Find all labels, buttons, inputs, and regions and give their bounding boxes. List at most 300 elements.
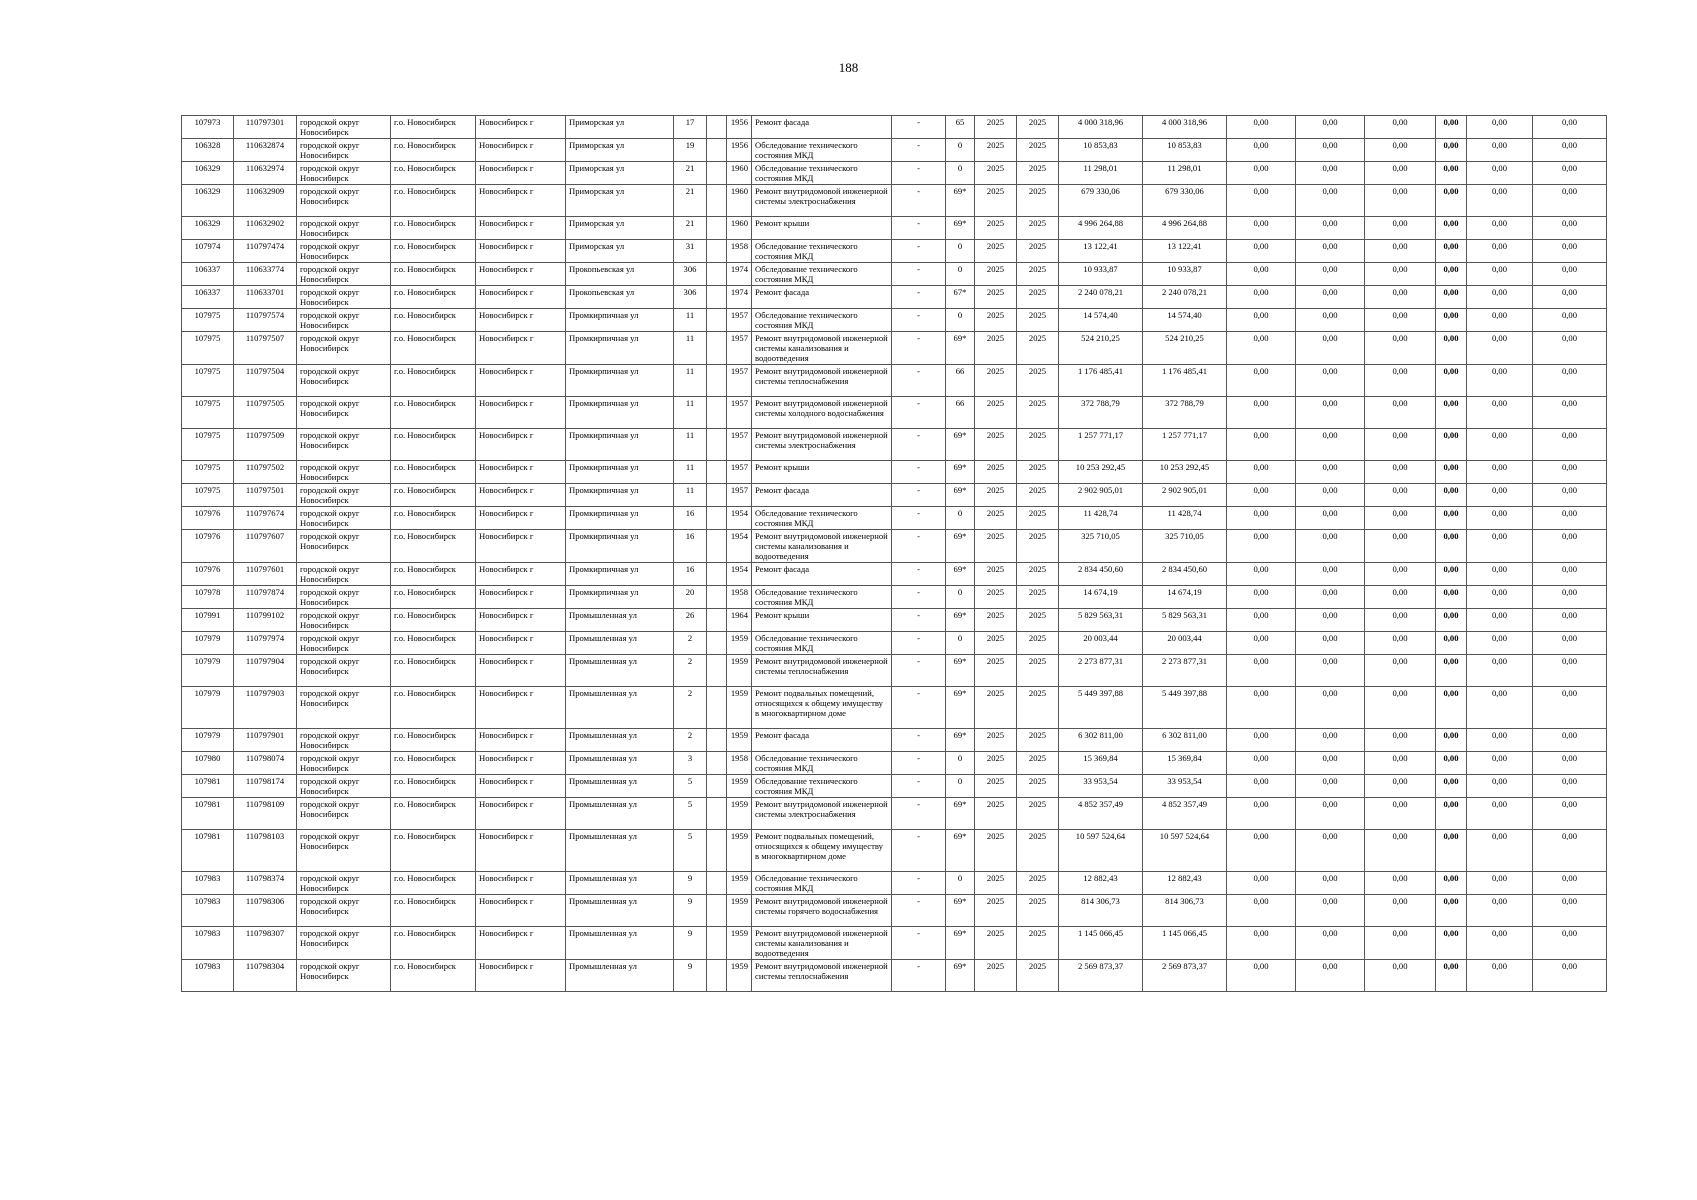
cell-z-0: 0,00 [1227, 139, 1296, 162]
cell-z-3: 0,00 [1436, 461, 1467, 484]
cell-z-5: 0,00 [1533, 872, 1607, 895]
cell-year: 1959 [727, 830, 752, 872]
cell-z-0: 0,00 [1227, 775, 1296, 798]
cell-z-4: 0,00 [1467, 752, 1533, 775]
cell-house: 11 [674, 484, 707, 507]
cell-z-5: 0,00 [1533, 365, 1607, 397]
cell-id: 107975 [182, 484, 234, 507]
cell-empty [707, 752, 727, 775]
cell-cost: 1 145 066,45 [1059, 927, 1143, 960]
cell-z-1: 0,00 [1296, 240, 1365, 263]
cell-z-5: 0,00 [1533, 116, 1607, 139]
cell-year: 1957 [727, 429, 752, 461]
cell-house: 16 [674, 563, 707, 586]
cell-norm: 66 [946, 397, 975, 429]
table-row [182, 116, 1607, 139]
cell-z-0: 0,00 [1227, 116, 1296, 139]
cell-code: 110798074 [234, 752, 297, 775]
cell-norm: 69* [946, 960, 975, 992]
cell-y2: 2025 [1017, 116, 1059, 139]
cell-house: 11 [674, 309, 707, 332]
cell-id: 107981 [182, 775, 234, 798]
cell-z-4: 0,00 [1467, 484, 1533, 507]
cell-z-2: 0,00 [1365, 263, 1436, 286]
cell-id: 106329 [182, 185, 234, 217]
cell-street: Приморская ул [566, 139, 674, 162]
cell-code: 110797474 [234, 240, 297, 263]
cell-code: 110798103 [234, 830, 297, 872]
cell-total: 372 788,79 [1143, 397, 1227, 429]
cell-z-3: 0,00 [1436, 609, 1467, 632]
cell-okrug: городской округ Новосибирск [297, 116, 391, 139]
cell-y1: 2025 [975, 116, 1017, 139]
cell-z-2: 0,00 [1365, 752, 1436, 775]
cell-z-0: 0,00 [1227, 397, 1296, 429]
cell-id: 107973 [182, 116, 234, 139]
cell-go: г.о. Новосибирск [391, 139, 476, 162]
cell-z-3: 0,00 [1436, 365, 1467, 397]
cell-house: 9 [674, 895, 707, 927]
cell-z-0: 0,00 [1227, 927, 1296, 960]
cell-z-3: 0,00 [1436, 263, 1467, 286]
cell-y1: 2025 [975, 263, 1017, 286]
cell-code: 110797502 [234, 461, 297, 484]
cell-house: 17 [674, 116, 707, 139]
cell-house: 11 [674, 461, 707, 484]
cell-work: Ремонт фасада [752, 729, 892, 752]
cell-work: Обследование технического состояния МКД [752, 162, 892, 185]
cell-y1: 2025 [975, 240, 1017, 263]
cell-id: 107983 [182, 927, 234, 960]
cell-street: Промкирпичная ул [566, 332, 674, 365]
cell-empty [707, 309, 727, 332]
cell-y1: 2025 [975, 461, 1017, 484]
cell-z-1: 0,00 [1296, 655, 1365, 687]
cell-empty [707, 116, 727, 139]
cell-z-4: 0,00 [1467, 655, 1533, 687]
cell-y2: 2025 [1017, 632, 1059, 655]
cell-go: г.о. Новосибирск [391, 798, 476, 830]
cell-street: Прокопьевская ул [566, 263, 674, 286]
cell-street: Промышленная ул [566, 872, 674, 895]
cell-y2: 2025 [1017, 798, 1059, 830]
cell-id: 106329 [182, 162, 234, 185]
cell-z-4: 0,00 [1467, 429, 1533, 461]
cell-norm: 0 [946, 632, 975, 655]
cell-work: Обследование технического состояния МКД [752, 872, 892, 895]
cell-year: 1974 [727, 286, 752, 309]
cell-go: г.о. Новосибирск [391, 507, 476, 530]
cell-z-5: 0,00 [1533, 162, 1607, 185]
table-row [182, 185, 1607, 217]
cell-street: Промкирпичная ул [566, 309, 674, 332]
cell-okrug: городской округ Новосибирск [297, 286, 391, 309]
table-row [182, 798, 1607, 830]
cell-z-1: 0,00 [1296, 332, 1365, 365]
cell-street: Промышленная ул [566, 632, 674, 655]
cell-street: Промышленная ул [566, 687, 674, 729]
cell-year: 1960 [727, 185, 752, 217]
cell-house: 11 [674, 397, 707, 429]
table-row [182, 830, 1607, 872]
cell-empty [707, 286, 727, 309]
cell-z-3: 0,00 [1436, 309, 1467, 332]
cell-house: 16 [674, 530, 707, 563]
cell-cost: 15 369,84 [1059, 752, 1143, 775]
table-row [182, 632, 1607, 655]
cell-city: Новосибирск г [476, 263, 566, 286]
table-row [182, 752, 1607, 775]
cell-dash: - [892, 332, 946, 365]
cell-z-3: 0,00 [1436, 139, 1467, 162]
cell-y1: 2025 [975, 563, 1017, 586]
cell-year: 1959 [727, 729, 752, 752]
cell-z-5: 0,00 [1533, 830, 1607, 872]
cell-empty [707, 632, 727, 655]
cell-z-2: 0,00 [1365, 309, 1436, 332]
cell-go: г.о. Новосибирск [391, 116, 476, 139]
cell-work: Обследование технического состояния МКД [752, 507, 892, 530]
cell-empty [707, 365, 727, 397]
cell-dash: - [892, 830, 946, 872]
cell-okrug: городской округ Новосибирск [297, 960, 391, 992]
cell-empty [707, 332, 727, 365]
cell-z-0: 0,00 [1227, 507, 1296, 530]
cell-empty [707, 397, 727, 429]
cell-empty [707, 895, 727, 927]
cell-total: 4 852 357,49 [1143, 798, 1227, 830]
cell-total: 679 330,06 [1143, 185, 1227, 217]
cell-house: 16 [674, 507, 707, 530]
table-row [182, 461, 1607, 484]
cell-empty [707, 507, 727, 530]
cell-y1: 2025 [975, 927, 1017, 960]
table-row [182, 286, 1607, 309]
cell-street: Приморская ул [566, 240, 674, 263]
cell-total: 14 674,19 [1143, 586, 1227, 609]
cell-z-4: 0,00 [1467, 332, 1533, 365]
cell-code: 110797901 [234, 729, 297, 752]
cell-code: 110632902 [234, 217, 297, 240]
cell-y2: 2025 [1017, 429, 1059, 461]
cell-z-3: 0,00 [1436, 116, 1467, 139]
cell-go: г.о. Новосибирск [391, 461, 476, 484]
cell-cost: 10 933,87 [1059, 263, 1143, 286]
table-row [182, 263, 1607, 286]
cell-z-0: 0,00 [1227, 729, 1296, 752]
cell-z-0: 0,00 [1227, 895, 1296, 927]
cell-z-4: 0,00 [1467, 609, 1533, 632]
cell-work: Ремонт подвальных помещений, относящихся к общему имуществу в многоквартирном доме [752, 830, 892, 872]
cell-code: 110797974 [234, 632, 297, 655]
cell-z-5: 0,00 [1533, 429, 1607, 461]
cell-house: 2 [674, 729, 707, 752]
cell-y2: 2025 [1017, 461, 1059, 484]
cell-y2: 2025 [1017, 309, 1059, 332]
cell-work: Ремонт фасада [752, 563, 892, 586]
cell-city: Новосибирск г [476, 332, 566, 365]
cell-y2: 2025 [1017, 139, 1059, 162]
cell-z-2: 0,00 [1365, 507, 1436, 530]
cell-y1: 2025 [975, 507, 1017, 530]
cell-z-1: 0,00 [1296, 429, 1365, 461]
cell-city: Новосибирск г [476, 309, 566, 332]
cell-z-3: 0,00 [1436, 530, 1467, 563]
cell-id: 107975 [182, 365, 234, 397]
cell-dash: - [892, 507, 946, 530]
cell-go: г.о. Новосибирск [391, 609, 476, 632]
cell-total: 14 574,40 [1143, 309, 1227, 332]
cell-cost: 10 253 292,45 [1059, 461, 1143, 484]
cell-work: Обследование технического состояния МКД [752, 263, 892, 286]
cell-total: 10 933,87 [1143, 263, 1227, 286]
cell-y1: 2025 [975, 429, 1017, 461]
cell-go: г.о. Новосибирск [391, 240, 476, 263]
cell-norm: 69* [946, 927, 975, 960]
cell-house: 2 [674, 632, 707, 655]
cell-empty [707, 484, 727, 507]
cell-id: 107975 [182, 309, 234, 332]
table-row [182, 687, 1607, 729]
cell-z-3: 0,00 [1436, 775, 1467, 798]
cell-house: 11 [674, 365, 707, 397]
cell-z-0: 0,00 [1227, 872, 1296, 895]
cell-z-5: 0,00 [1533, 655, 1607, 687]
cell-z-4: 0,00 [1467, 775, 1533, 798]
cell-z-3: 0,00 [1436, 752, 1467, 775]
cell-z-1: 0,00 [1296, 872, 1365, 895]
cell-id: 107979 [182, 655, 234, 687]
cell-z-1: 0,00 [1296, 484, 1365, 507]
cell-z-1: 0,00 [1296, 530, 1365, 563]
cell-cost: 6 302 811,00 [1059, 729, 1143, 752]
cell-dash: - [892, 632, 946, 655]
cell-y1: 2025 [975, 895, 1017, 927]
cell-code: 110798374 [234, 872, 297, 895]
cell-norm: 69* [946, 895, 975, 927]
cell-norm: 0 [946, 872, 975, 895]
cell-z-3: 0,00 [1436, 655, 1467, 687]
cell-cost: 5 449 397,88 [1059, 687, 1143, 729]
cell-norm: 0 [946, 507, 975, 530]
cell-city: Новосибирск г [476, 397, 566, 429]
cell-total: 5 449 397,88 [1143, 687, 1227, 729]
cell-dash: - [892, 609, 946, 632]
cell-z-5: 0,00 [1533, 309, 1607, 332]
cell-z-4: 0,00 [1467, 632, 1533, 655]
cell-norm: 69* [946, 729, 975, 752]
cell-cost: 10 853,83 [1059, 139, 1143, 162]
cell-year: 1954 [727, 507, 752, 530]
cell-go: г.о. Новосибирск [391, 309, 476, 332]
cell-empty [707, 563, 727, 586]
cell-street: Промкирпичная ул [566, 365, 674, 397]
cell-y2: 2025 [1017, 263, 1059, 286]
cell-z-0: 0,00 [1227, 960, 1296, 992]
table-row [182, 609, 1607, 632]
cell-z-3: 0,00 [1436, 484, 1467, 507]
cell-work: Ремонт фасада [752, 484, 892, 507]
cell-total: 11 428,74 [1143, 507, 1227, 530]
cell-empty [707, 586, 727, 609]
cell-y2: 2025 [1017, 729, 1059, 752]
cell-city: Новосибирск г [476, 830, 566, 872]
cell-norm: 69* [946, 484, 975, 507]
cell-work: Ремонт внутридомовой инженерной системы канализования и водоотведения [752, 332, 892, 365]
cell-house: 31 [674, 240, 707, 263]
cell-id: 107980 [182, 752, 234, 775]
cell-y1: 2025 [975, 286, 1017, 309]
cell-z-2: 0,00 [1365, 895, 1436, 927]
cell-go: г.о. Новосибирск [391, 729, 476, 752]
cell-work: Обследование технического состояния МКД [752, 586, 892, 609]
cell-year: 1957 [727, 309, 752, 332]
cell-go: г.о. Новосибирск [391, 563, 476, 586]
cell-dash: - [892, 960, 946, 992]
cell-z-1: 0,00 [1296, 162, 1365, 185]
cell-house: 19 [674, 139, 707, 162]
cell-z-1: 0,00 [1296, 185, 1365, 217]
cell-y1: 2025 [975, 397, 1017, 429]
cell-house: 5 [674, 830, 707, 872]
table-row [182, 162, 1607, 185]
cell-okrug: городской округ Новосибирск [297, 752, 391, 775]
cell-okrug: городской округ Новосибирск [297, 461, 391, 484]
cell-y1: 2025 [975, 960, 1017, 992]
cell-dash: - [892, 895, 946, 927]
cell-z-0: 0,00 [1227, 586, 1296, 609]
cell-z-1: 0,00 [1296, 286, 1365, 309]
cell-total: 5 829 563,31 [1143, 609, 1227, 632]
cell-id: 107981 [182, 798, 234, 830]
cell-y2: 2025 [1017, 927, 1059, 960]
cell-empty [707, 185, 727, 217]
cell-dash: - [892, 461, 946, 484]
cell-code: 110797904 [234, 655, 297, 687]
cell-id: 107975 [182, 429, 234, 461]
cell-work: Ремонт внутридомовой инженерной системы теплоснабжения [752, 655, 892, 687]
cell-z-4: 0,00 [1467, 586, 1533, 609]
cell-z-3: 0,00 [1436, 960, 1467, 992]
cell-empty [707, 960, 727, 992]
cell-z-5: 0,00 [1533, 752, 1607, 775]
cell-street: Промкирпичная ул [566, 484, 674, 507]
cell-z-2: 0,00 [1365, 139, 1436, 162]
cell-okrug: городской округ Новосибирск [297, 655, 391, 687]
cell-total: 4 000 318,96 [1143, 116, 1227, 139]
cell-total: 6 302 811,00 [1143, 729, 1227, 752]
cell-code: 110797903 [234, 687, 297, 729]
cell-z-4: 0,00 [1467, 286, 1533, 309]
cell-code: 110797504 [234, 365, 297, 397]
cell-empty [707, 139, 727, 162]
cell-dash: - [892, 563, 946, 586]
cell-z-2: 0,00 [1365, 609, 1436, 632]
cell-z-2: 0,00 [1365, 632, 1436, 655]
cell-z-5: 0,00 [1533, 586, 1607, 609]
cell-work: Ремонт внутридомовой инженерной системы электроснабжения [752, 798, 892, 830]
cell-y1: 2025 [975, 775, 1017, 798]
cell-year: 1964 [727, 609, 752, 632]
cell-z-1: 0,00 [1296, 586, 1365, 609]
cell-go: г.о. Новосибирск [391, 752, 476, 775]
cell-z-5: 0,00 [1533, 461, 1607, 484]
cell-work: Ремонт внутридомовой инженерной системы электроснабжения [752, 429, 892, 461]
cell-code: 110632974 [234, 162, 297, 185]
cell-norm: 0 [946, 586, 975, 609]
cell-total: 11 298,01 [1143, 162, 1227, 185]
cell-house: 11 [674, 332, 707, 365]
cell-z-4: 0,00 [1467, 116, 1533, 139]
cell-city: Новосибирск г [476, 798, 566, 830]
cell-id: 107975 [182, 332, 234, 365]
cell-house: 11 [674, 429, 707, 461]
cell-z-1: 0,00 [1296, 507, 1365, 530]
cell-y1: 2025 [975, 655, 1017, 687]
cell-total: 1 257 771,17 [1143, 429, 1227, 461]
cell-okrug: городской округ Новосибирск [297, 332, 391, 365]
cell-z-2: 0,00 [1365, 729, 1436, 752]
cell-y2: 2025 [1017, 162, 1059, 185]
cell-z-2: 0,00 [1365, 655, 1436, 687]
cell-city: Новосибирск г [476, 240, 566, 263]
cell-z-5: 0,00 [1533, 185, 1607, 217]
cell-id: 107976 [182, 530, 234, 563]
cell-cost: 1 257 771,17 [1059, 429, 1143, 461]
cell-z-2: 0,00 [1365, 429, 1436, 461]
cell-z-0: 0,00 [1227, 162, 1296, 185]
cell-y1: 2025 [975, 609, 1017, 632]
cell-id: 107976 [182, 507, 234, 530]
cell-total: 10 253 292,45 [1143, 461, 1227, 484]
cell-id: 106328 [182, 139, 234, 162]
cell-okrug: городской округ Новосибирск [297, 240, 391, 263]
table-row [182, 729, 1607, 752]
cell-dash: - [892, 217, 946, 240]
cell-city: Новосибирск г [476, 655, 566, 687]
cell-street: Промкирпичная ул [566, 397, 674, 429]
cell-norm: 69* [946, 461, 975, 484]
cell-dash: - [892, 162, 946, 185]
cell-z-3: 0,00 [1436, 632, 1467, 655]
cell-z-2: 0,00 [1365, 563, 1436, 586]
cell-code: 110798109 [234, 798, 297, 830]
cell-house: 2 [674, 687, 707, 729]
cell-y1: 2025 [975, 586, 1017, 609]
cell-go: г.о. Новосибирск [391, 586, 476, 609]
cell-code: 110799102 [234, 609, 297, 632]
cell-id: 106337 [182, 286, 234, 309]
cell-work: Обследование технического состояния МКД [752, 139, 892, 162]
cell-z-4: 0,00 [1467, 461, 1533, 484]
cell-z-4: 0,00 [1467, 872, 1533, 895]
cell-city: Новосибирск г [476, 530, 566, 563]
cell-z-1: 0,00 [1296, 365, 1365, 397]
cell-z-0: 0,00 [1227, 286, 1296, 309]
cell-go: г.о. Новосибирск [391, 397, 476, 429]
cell-cost: 10 597 524,64 [1059, 830, 1143, 872]
cell-go: г.о. Новосибирск [391, 217, 476, 240]
cell-id: 107975 [182, 461, 234, 484]
cell-year: 1959 [727, 960, 752, 992]
cell-code: 110797507 [234, 332, 297, 365]
cell-id: 107978 [182, 586, 234, 609]
cell-okrug: городской округ Новосибирск [297, 927, 391, 960]
cell-z-4: 0,00 [1467, 895, 1533, 927]
cell-y1: 2025 [975, 798, 1017, 830]
cell-z-0: 0,00 [1227, 240, 1296, 263]
cell-z-5: 0,00 [1533, 798, 1607, 830]
